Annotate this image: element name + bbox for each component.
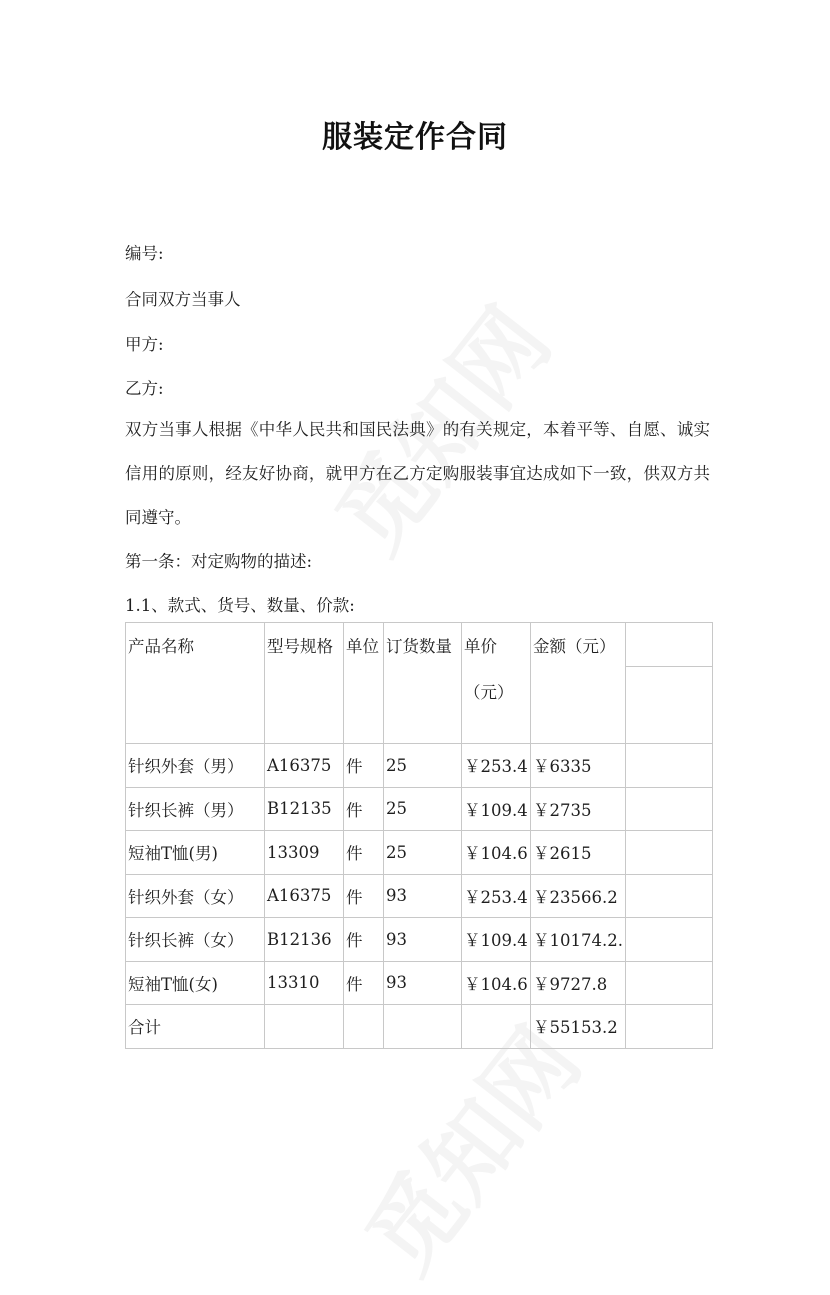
cell-model: 13310 bbox=[265, 961, 344, 1005]
cell-blank bbox=[265, 1005, 344, 1049]
cell-amount: ￥10174.2. bbox=[531, 918, 626, 962]
cell-blank bbox=[625, 961, 712, 1005]
cell-price: ￥253.4 bbox=[462, 874, 531, 918]
cell-amount: ￥2615 bbox=[531, 831, 626, 875]
cell-price: ￥253.4 bbox=[462, 744, 531, 788]
header-price-unit: （元） bbox=[464, 683, 514, 702]
cell-model: 13309 bbox=[265, 831, 344, 875]
cell-product: 针织长裤（女） bbox=[126, 918, 265, 962]
header-price-label: 单价 bbox=[464, 637, 497, 656]
table-row bbox=[126, 787, 713, 831]
table-total-row bbox=[126, 1005, 713, 1049]
cell-unit: 件 bbox=[344, 961, 384, 1005]
cell-qty: 25 bbox=[384, 787, 462, 831]
cell-unit: 件 bbox=[344, 874, 384, 918]
table-header-row bbox=[126, 623, 713, 667]
header-product: 产品名称 bbox=[126, 623, 265, 744]
cell-blank bbox=[344, 1005, 384, 1049]
cell-blank bbox=[625, 831, 712, 875]
cell-blank bbox=[625, 874, 712, 918]
cell-product: 短袖T恤(女) bbox=[126, 961, 265, 1005]
cell-product: 针织长裤（男） bbox=[126, 787, 265, 831]
header-qty: 订货数量 bbox=[384, 623, 462, 744]
cell-amount: ￥23566.2 bbox=[531, 874, 626, 918]
cell-unit: 件 bbox=[344, 831, 384, 875]
header-price bbox=[462, 623, 531, 744]
cell-product: 短袖T恤(男) bbox=[126, 831, 265, 875]
cell-model: B12136 bbox=[265, 918, 344, 962]
cell-total-amount: ￥55153.2 bbox=[531, 1005, 626, 1049]
cell-price: ￥109.4 bbox=[462, 918, 531, 962]
cell-unit: 件 bbox=[344, 787, 384, 831]
cell-model: A16375 bbox=[265, 874, 344, 918]
header-amount: 金额（元） bbox=[531, 623, 626, 744]
table-row bbox=[126, 918, 713, 962]
cell-blank bbox=[625, 744, 712, 788]
header-model: 型号规格 bbox=[265, 623, 344, 744]
cell-qty: 25 bbox=[384, 744, 462, 788]
header-unit: 单位 bbox=[344, 623, 384, 744]
cell-model: A16375 bbox=[265, 744, 344, 788]
table-row bbox=[126, 874, 713, 918]
cell-blank bbox=[625, 787, 712, 831]
cell-product: 针织外套（男） bbox=[126, 744, 265, 788]
table-row bbox=[126, 744, 713, 788]
party-b-label: 乙方: bbox=[125, 379, 164, 398]
cell-price: ￥104.6 bbox=[462, 831, 531, 875]
cell-qty: 93 bbox=[384, 874, 462, 918]
header-blank-cell bbox=[625, 667, 712, 744]
clause-1-1-heading: 1.1、款式、货号、数量、价款: bbox=[125, 596, 355, 615]
header-blank-cell bbox=[625, 623, 712, 667]
table-row bbox=[126, 831, 713, 875]
cell-blank bbox=[384, 1005, 462, 1049]
order-items-table bbox=[125, 622, 713, 1049]
page-title: 服装定作合同 bbox=[322, 120, 508, 155]
contract-number-label: 编号: bbox=[125, 244, 164, 263]
cell-blank bbox=[625, 918, 712, 962]
cell-amount: ￥2735 bbox=[531, 787, 626, 831]
table-row bbox=[126, 961, 713, 1005]
cell-model: B12135 bbox=[265, 787, 344, 831]
cell-product: 针织外套（女） bbox=[126, 874, 265, 918]
parties-label: 合同双方当事人 bbox=[125, 290, 241, 309]
article-1-heading: 第一条：对定购物的描述: bbox=[125, 552, 313, 571]
cell-unit: 件 bbox=[344, 918, 384, 962]
cell-blank bbox=[625, 1005, 712, 1049]
cell-price: ￥104.6 bbox=[462, 961, 531, 1005]
cell-amount: ￥6335 bbox=[531, 744, 626, 788]
party-a-label: 甲方: bbox=[125, 335, 164, 354]
cell-price: ￥109.4 bbox=[462, 787, 531, 831]
cell-amount: ￥9727.8 bbox=[531, 961, 626, 1005]
cell-qty: 93 bbox=[384, 961, 462, 1005]
cell-qty: 93 bbox=[384, 918, 462, 962]
cell-unit: 件 bbox=[344, 744, 384, 788]
cell-total-label: 合计 bbox=[126, 1005, 265, 1049]
cell-qty: 25 bbox=[384, 831, 462, 875]
cell-blank bbox=[462, 1005, 531, 1049]
preamble-paragraph: 双方当事人根据《中华人民共和国民法典》的有关规定，本着平等、自愿、诚实信用的原则，经友好协商，就甲方在乙方定购服装事宜达成如下一致，供双方共同遵守。 bbox=[125, 420, 710, 527]
